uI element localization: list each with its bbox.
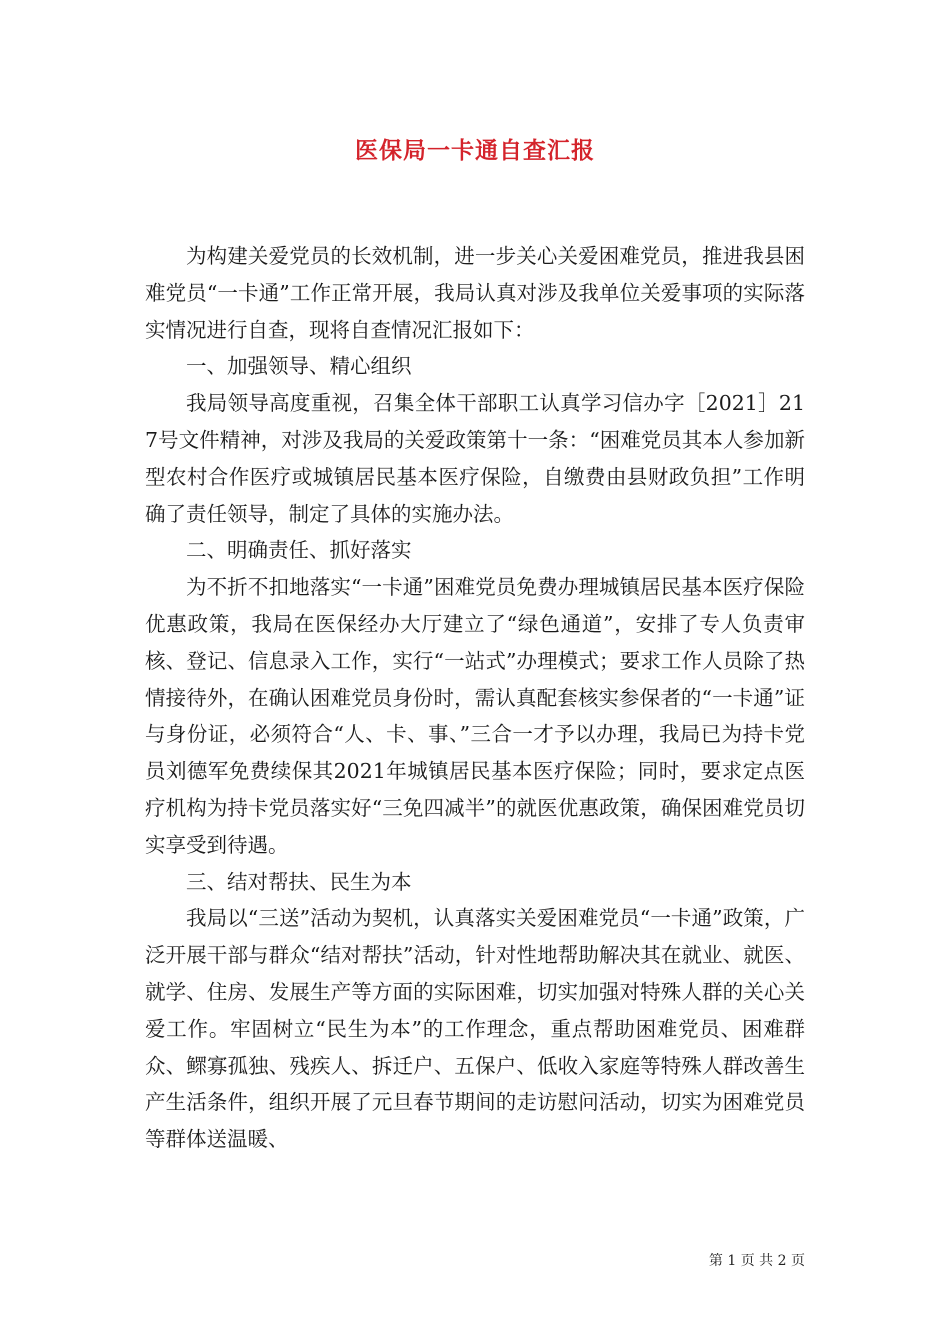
section-paragraph-2: 为不折不扣地落实“一卡通”困难党员免费办理城镇居民基本医疗保险优惠政策，我局在医保经办大厅建立了“绿色通道”，安排了专人负责审核、登记、信息录入工作，实行“一站式”办理模式；要求工作人员除了热情接待外，在确认困难党员身份时，需认真配套核实参保者的“一卡通”证与身份证，必须符合“人、卡、事、”三合一才予以办理，我局已为持卡党员刘德军免费续保其2021年城镇居民基本医疗保险；同时，要求定点医疗机构为持卡党员落实好“三免四减半”的就医优惠政策，确保困难党员切实享受到待遇。 bbox=[145, 575, 805, 857]
section-heading-1: 一、加强领导、精心组织 bbox=[186, 354, 412, 379]
section-heading-3: 三、结对帮扶、民生为本 bbox=[186, 869, 412, 894]
section-paragraph-1: 我局领导高度重视，召集全体干部职工认真学习信办字［2021］217号文件精神，对涉及我局的关爱政策第十一条：“困难党员其本人参加新型农村合作医疗或城镇居民基本医疗保险，自缴费由县财政负担”工作明确了责任领导，制定了具体的实施办法。 bbox=[145, 391, 805, 526]
section-paragraph-3: 我局以“三送”活动为契机，认真落实关爱困难党员“一卡通”政策，广泛开展干部与群众“结对帮扶”活动，针对性地帮助解决其在就业、就医、就学、住房、发展生产等方面的实际困难，切实加强对特殊人群的关心关爱工作。牢固树立“民生为本”的工作理念，重点帮助困难党员、困难群众、鳏寡孤独、残疾人、拆迁户、五保户、低收入家庭等特殊人群改善生产生活条件，组织开展了元旦春节期间的走访慰问活动，切实为困难党员等群体送温暖、 bbox=[145, 906, 805, 1152]
page-number: 第 1 页 共 2 页 bbox=[708, 1253, 805, 1269]
document-title: 医保局一卡通自查汇报 bbox=[355, 137, 595, 164]
section-heading-2: 二、明确责任、抓好落实 bbox=[186, 538, 412, 563]
intro-paragraph: 为构建关爱党员的长效机制，进一步关心关爱困难党员，推进我县困难党员“一卡通”工作正常开展，我局认真对涉及我单位关爱事项的实际落实情况进行自查，现将自查情况汇报如下： bbox=[145, 244, 805, 342]
document-body bbox=[145, 238, 805, 1158]
